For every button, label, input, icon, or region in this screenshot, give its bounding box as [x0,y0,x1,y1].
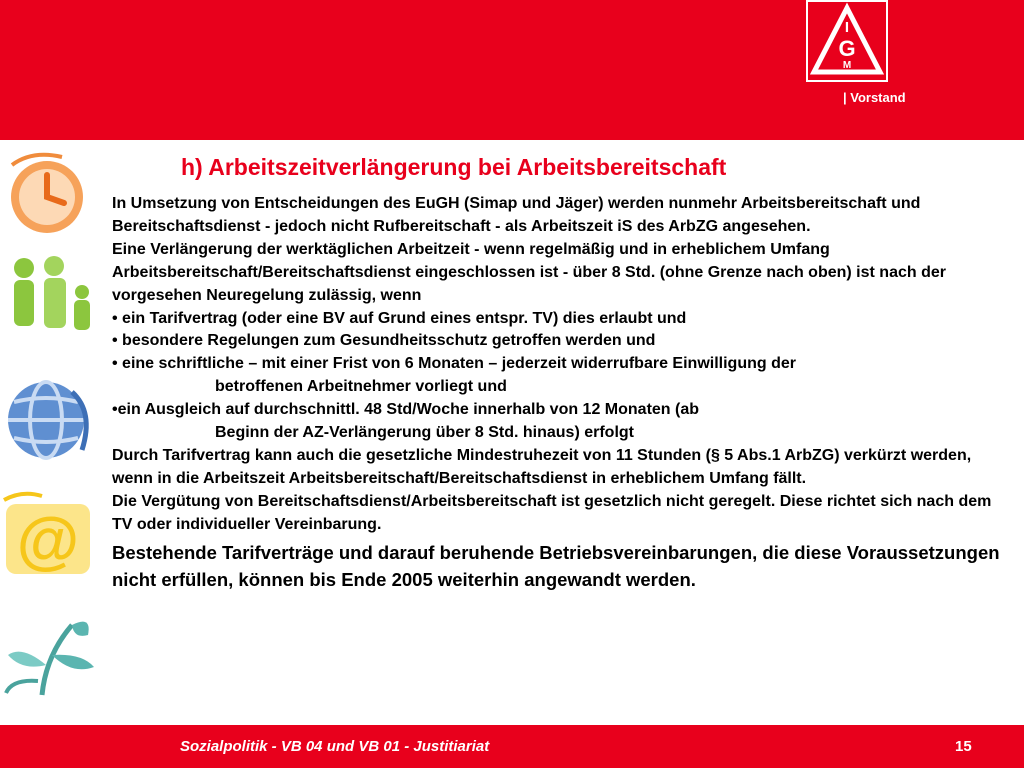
paragraph-extension: Eine Verlängerung der werktäglichen Arbeitzeit - wenn regelmäßig und in erheblichem Umfang Arbeitsbereitschaft/Bereitschaftsdienst eingeschlossen ist - über 8 Std. (ohne Grenze nach oben) ist nach der vorgesehen Neuregelung zulässig, wenn [112,240,946,304]
svg-text:@: @ [16,504,80,576]
svg-text:M: M [842,60,852,71]
org-label: | Vorstand [843,90,906,105]
bullet-ausgleich-continued: Beginn der AZ-Verlängerung über 8 Std. hinaus) erfolgt [215,424,634,442]
svg-text:G: G [838,36,856,61]
bullet-einwilligung-continued: betroffenen Arbeitnehmer vorliegt und [215,378,507,396]
page-number: 15 [955,738,972,755]
svg-text:I: I [844,19,850,36]
bullet-tarifvertrag: • ein Tarifvertrag (oder eine BV auf Grund eines entspr. TV) dies erlaubt und [112,309,687,327]
ig-metall-logo [806,0,888,82]
slide-title: h) Arbeitszeitverlängerung bei Arbeitsbereitschaft [181,154,727,180]
bullet-gesundheitsschutz: • besondere Regelungen zum Gesundheitsschutz getroffen werden und [112,332,656,350]
paragraph-bestandsschutz: Bestehende Tarifverträge und darauf beruhende Betriebsvereinbarungen, die diese Voraussetzungen nicht erfüllen, können bis Ende 2005 weiterhin angewandt werden. [112,541,1000,590]
globe-icon [2,372,98,468]
at-sign-icon [2,490,98,586]
family-icon [2,252,98,348]
plant-icon [2,605,98,701]
paragraph-verguetung: Die Vergütung von Bereitschaftsdienst/Arbeitsbereitschaft ist gesetzlich nicht geregelt. Diese richtet sich nach dem TV oder individueller Vereinbarung. [112,492,992,533]
paragraph-intro: In Umsetzung von Entscheidungen des EuGH (Simap und Jäger) werden nunmehr Arbeitsbereitschaft und Bereitschaftsdienst - jedoch nicht Rufbereitschaft - als Arbeitszeit iS des ArbZG angesehen. [112,195,921,235]
paragraph-ruhezeit: Durch Tarifvertrag kann auch die gesetzliche Mindestruhezeit von 11 Stunden (§ 5 Abs.1 ArbZG) verkürzt werden, wenn in die Arbeitszeit Arbeitsbereitschaft/Bereitschaftsdienst in erheblichem Umfang fällt. [112,446,972,487]
footer-text: Sozialpolitik - VB 04 und VB 01 - Justitiariat [180,738,490,755]
footer-band [0,725,1024,768]
clock-icon [2,145,98,241]
bullet-einwilligung: • eine schriftliche – mit einer Frist von 6 Monaten – jederzeit widerrufbare Einwilligung der [112,355,796,373]
slide-body [112,193,1012,593]
bullet-ausgleich: •ein Ausgleich auf durchschnittl. 48 Std/Woche innerhalb von 12 Monaten (ab [112,401,700,419]
